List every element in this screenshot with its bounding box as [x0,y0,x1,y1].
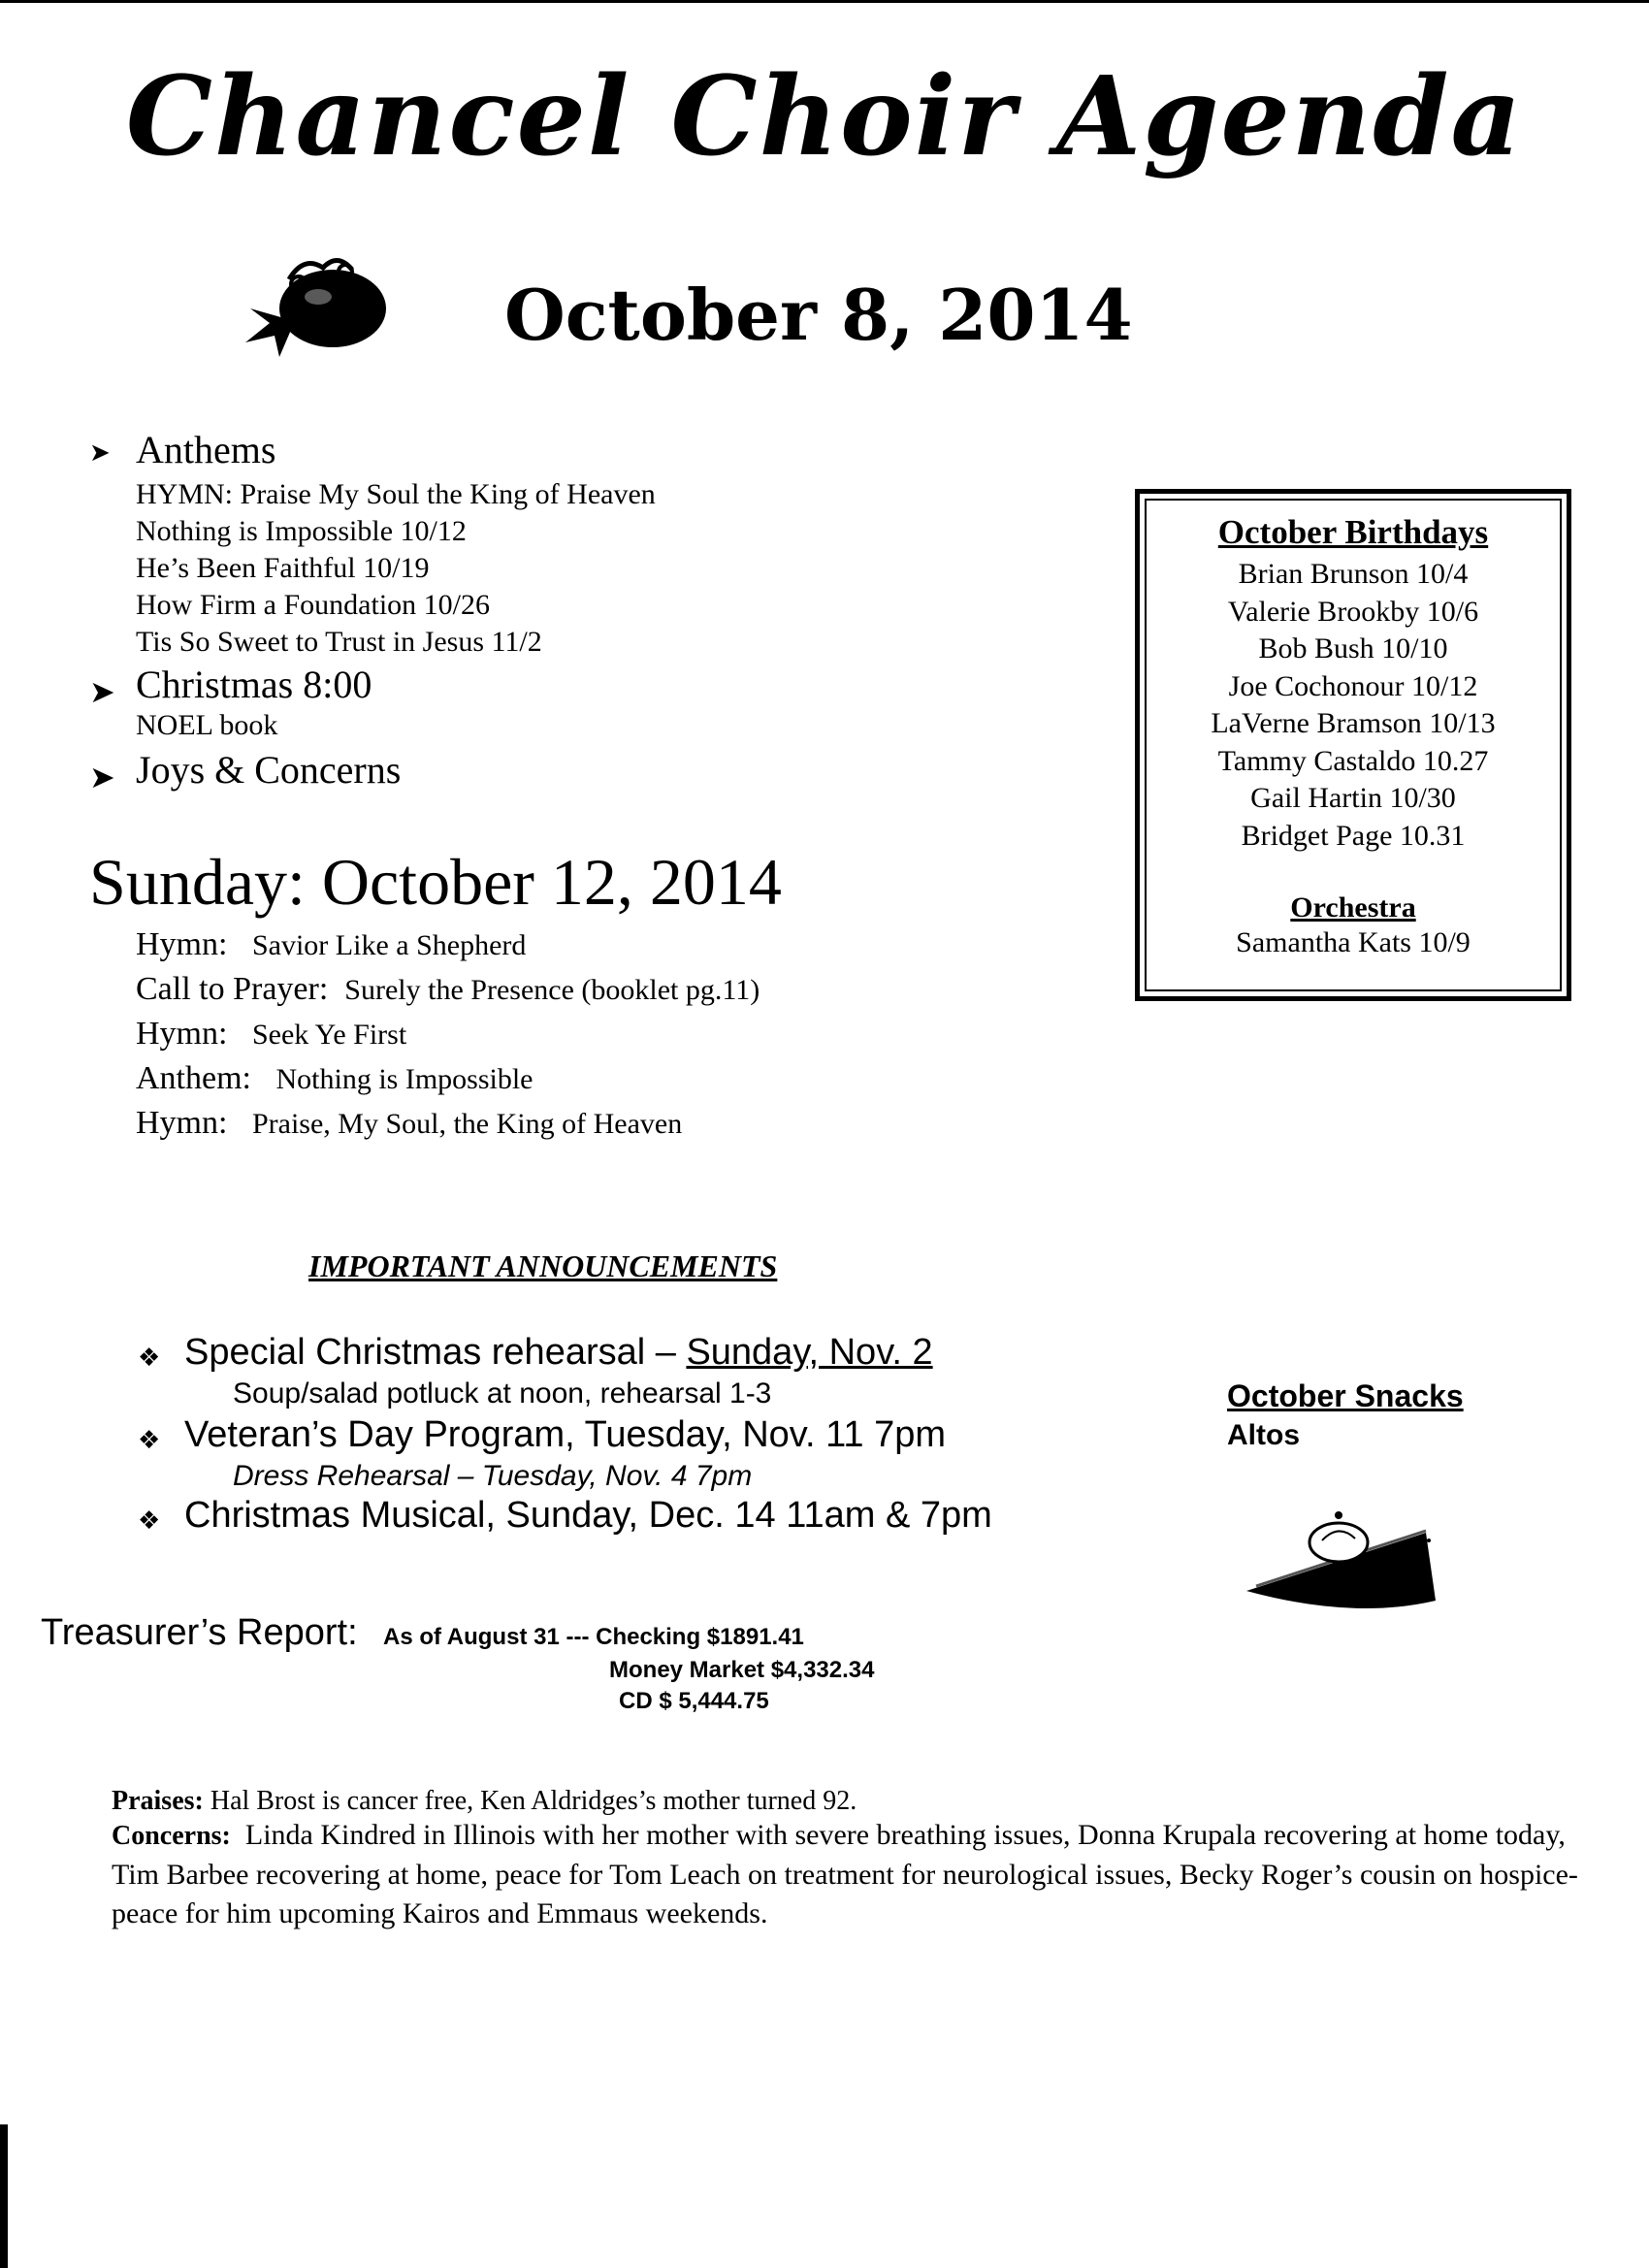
anthem-item: Tis So Sweet to Trust in Jesus 11/2 [136,626,542,658]
birthdays-list [1140,556,1567,855]
birthday-entry: Valerie Brookby 10/6 [1227,595,1479,628]
concerns-label: Concerns: [112,1821,231,1851]
announcement-subtext: Dress Rehearsal – Tuesday, Nov. 4 7pm [233,1460,753,1492]
service-title: Nothing is Impossible [275,1063,534,1095]
page-title: Chancel Choir Agenda [125,53,1524,180]
service-item [136,1016,406,1053]
birthday-entry: Bridget Page 10.31 [1241,819,1466,852]
christmas-item: NOEL book [136,709,278,741]
treasurer-line: CD $ 5,444.75 [619,1688,769,1714]
treasurer-label: Treasurer’s Report: [41,1612,358,1653]
agenda-date: October 8, 2014 [504,274,1133,356]
birthday-entry: Joe Cochonour 10/12 [1228,669,1478,702]
arrow-bullet-icon: ➤ [89,674,115,709]
praises-text: Hal Brost is cancer free, Ken Aldridges’s mother turned 92. [210,1786,857,1816]
christmas-heading: Christmas 8:00 [136,663,372,706]
pie-slice-icon [1237,1494,1445,1625]
diamond-bullet-icon: ❖ [138,1425,161,1454]
announcement-date: Sunday, Nov. 2 [686,1332,933,1373]
service-title: Surely the Presence (booklet pg.11) [344,974,760,1006]
service-label: Anthem: [136,1060,251,1096]
bell-ornament-icon [231,250,391,367]
service-label: Hymn: [136,1105,228,1141]
treasurer-line: As of August 31 --- Checking $1891.41 [383,1624,804,1650]
birthday-entry: Tammy Castaldo 10.27 [1217,744,1489,777]
scan-edge-mark [0,2124,8,2268]
service-item [136,1105,682,1142]
birthday-entry: Brian Brunson 10/4 [1238,558,1469,590]
service-label: Call to Prayer: [136,971,329,1007]
anthems-heading: Anthems [136,428,276,471]
scan-top-edge [0,0,1649,3]
service-item [136,971,760,1008]
service-item [136,926,526,963]
orchestra-entry: Samantha Kats 10/9 [1236,926,1471,958]
anthem-item: Nothing is Impossible 10/12 [136,515,467,547]
announcement-text: Special Christmas rehearsal – [184,1332,687,1373]
orchestra-title: Orchestra [1290,891,1416,923]
arrow-bullet-icon: ➤ [89,438,111,467]
service-item [136,1060,534,1097]
announcement-subtext: Soup/salad potluck at noon, rehearsal 1-3 [233,1377,772,1409]
birthdays-title: October Birthdays [1217,513,1489,551]
announcement-item [184,1332,933,1374]
snacks-value: Altos [1227,1419,1300,1451]
praises-line [112,1786,857,1817]
sunday-heading: Sunday: October 12, 2014 [89,845,782,919]
anthem-item: How Firm a Foundation 10/26 [136,589,490,621]
diamond-bullet-icon: ❖ [138,1506,161,1535]
announcements-heading: IMPORTANT ANNOUNCEMENTS [308,1248,778,1283]
diamond-bullet-icon: ❖ [138,1343,161,1372]
announcement-text: Christmas Musical, Sunday, Dec. 14 11am & 7pm [184,1495,992,1536]
service-title: Praise, My Soul, the King of Heaven [251,1108,683,1140]
service-label: Hymn: [136,1016,228,1052]
birthdays-box [1135,489,1571,1001]
service-label: Hymn: [136,926,228,962]
arrow-bullet-icon: ➤ [89,760,115,794]
snacks-title: October Snacks [1227,1378,1464,1413]
concerns-paragraph [112,1816,1586,1933]
service-title: Seek Ye First [251,1019,407,1051]
treasurer-line: Money Market $4,332.34 [609,1657,875,1683]
anthem-item: HYMN: Praise My Soul the King of Heaven [136,478,656,510]
birthday-entry: LaVerne Bramson 10/13 [1211,707,1496,739]
birthday-entry: Gail Hartin 10/30 [1250,782,1456,814]
announcement-text: Veteran’s Day Program, Tuesday, Nov. 11 7pm [184,1414,947,1455]
birthday-entry: Bob Bush 10/10 [1258,632,1448,664]
praises-label: Praises: [112,1786,204,1816]
concerns-text: Linda Kindred in Illinois with her mother with severe breathing issues, Donna Krupala recovering at home today, Tim Barbee recovering at home, peace for Tom Leach on treatment for neurological issues, Becky Roger’s cousin on hospice- peace for him upcoming Kairos and Emmaus weekends. [112,1819,1578,1929]
joys-heading: Joys & Concerns [136,748,402,792]
anthem-item: He’s Been Faithful 10/19 [136,552,430,584]
service-title: Savior Like a Shepherd [251,929,527,961]
